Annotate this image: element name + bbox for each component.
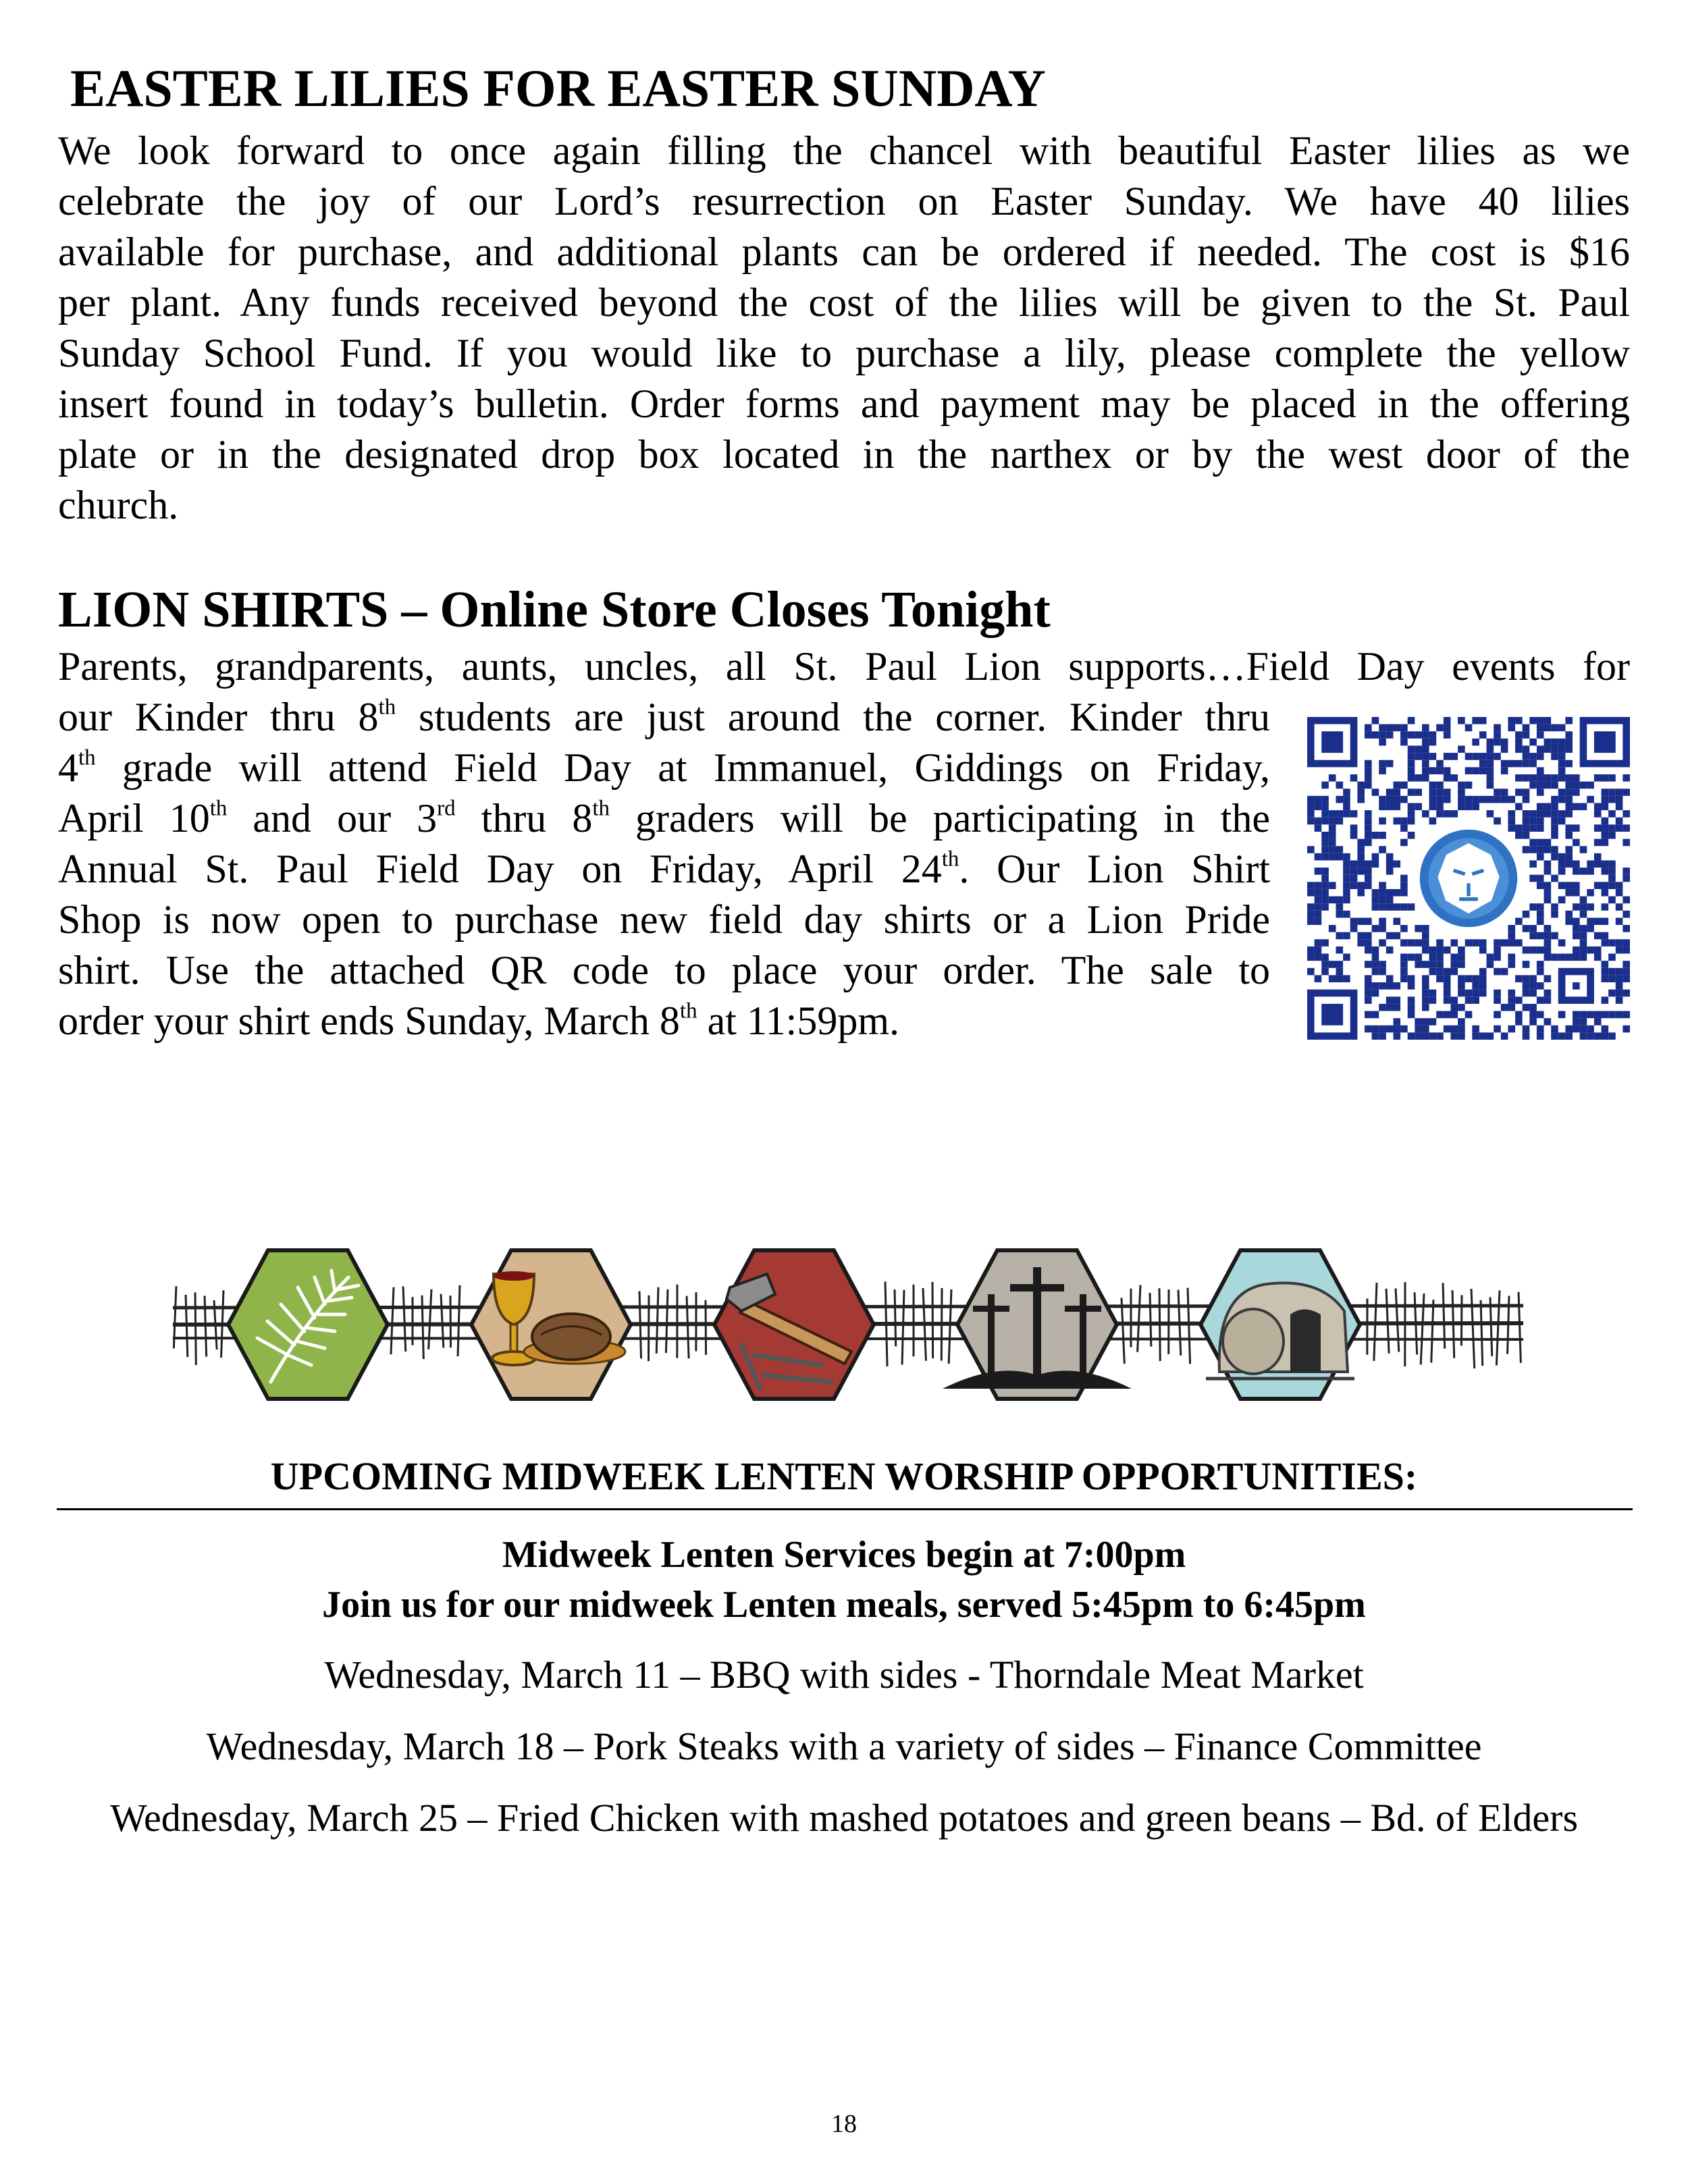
- divider-rule: [57, 1508, 1633, 1510]
- page-number: 18: [831, 2110, 857, 2138]
- thorn-stroke: [639, 1291, 641, 1359]
- thorn-stroke: [1374, 1283, 1377, 1361]
- thorn-stroke: [949, 1289, 951, 1364]
- paragraph-line: Sunday School Fund. If you would like to purchase a lily, please complete the yellow: [58, 331, 1630, 375]
- thorn-stroke: [186, 1295, 188, 1357]
- meal-schedule-item: Wednesday, March 25 – Fried Chicken with mashed potatoes and green beans – Bd. of Elders: [109, 1796, 1579, 1840]
- meals-time-line: Join us for our midweek Lenten meals, served 5:45pm to 6:45pm: [322, 1584, 1366, 1626]
- thorn-stroke: [1159, 1288, 1160, 1361]
- thorn-stroke: [450, 1296, 451, 1348]
- services-time-line: Midweek Lenten Services begin at 7:00pm: [502, 1534, 1186, 1576]
- thorn-stroke: [941, 1288, 942, 1361]
- paragraph-line: insert found in today’s bulletin. Order forms and payment may be placed in the offering: [58, 381, 1630, 426]
- paragraph-line: church.: [58, 483, 179, 527]
- paragraph-line: Shop is now open to purchase new field day shirts or a Lion Pride: [58, 897, 1270, 942]
- paragraph-line: We look forward to once again filling the chancel with beautiful Easter lilies as we: [58, 128, 1630, 173]
- thorn-stroke: [1178, 1290, 1181, 1356]
- thorn-stroke: [403, 1286, 406, 1352]
- paragraph-line: April 10th and our 3rd thru 8th graders will be participating in the: [58, 796, 1270, 841]
- lenten-heading: UPCOMING MIDWEEK LENTEN WORSHIP OPPORTUNITIES:: [270, 1454, 1418, 1498]
- thorn-stroke: [221, 1290, 223, 1358]
- thorn-stroke: [1415, 1292, 1417, 1354]
- thorn-stroke: [885, 1281, 887, 1366]
- thorn-stroke: [1431, 1300, 1433, 1362]
- paragraph-line: Annual St. Paul Field Day on Friday, April 24th. Our Lion Shirt: [58, 847, 1270, 891]
- thorn-stroke: [422, 1296, 423, 1359]
- paragraph-line: plate or in the designated drop box located in the narthex or by the west door of the: [58, 432, 1630, 477]
- thorn-stroke: [1496, 1290, 1500, 1365]
- thorn-stroke: [429, 1289, 431, 1350]
- thorn-stroke: [1471, 1289, 1475, 1368]
- paragraph-line: celebrate the joy of our Lord’s resurrection on Easter Sunday. We have 40 lilies: [58, 179, 1630, 223]
- paragraph-line: 4th grade will attend Field Day at Immanuel, Giddings on Friday,: [58, 745, 1270, 790]
- thorn-stroke: [932, 1282, 933, 1358]
- thorn-stroke: [441, 1294, 444, 1348]
- thorn-stroke: [195, 1292, 196, 1365]
- qr-code-icon[interactable]: [1307, 717, 1630, 1040]
- paragraph-line: available for purchase, and additional plants can be ordered if needed. The cost is $16: [58, 230, 1630, 274]
- thorn-stroke: [1150, 1293, 1151, 1347]
- thorn-stroke: [895, 1289, 896, 1346]
- thorn-stroke: [656, 1287, 658, 1354]
- paragraph-line: per plant. Any funds received beyond the cost of the lilies will be given to the St. Paul: [58, 280, 1630, 325]
- lenten-symbols-banner: [173, 1244, 1523, 1404]
- meal-schedule-item: Wednesday, March 11 – BBQ with sides - Thorndale Meat Market: [324, 1653, 1364, 1697]
- paragraph-line: shirt. Use the attached QR code to place your order. The sale to: [58, 948, 1270, 992]
- thorn-stroke: [1138, 1285, 1140, 1352]
- thorn-stroke: [391, 1287, 394, 1354]
- thorn-stroke: [648, 1296, 649, 1361]
- meal-schedule-item: Wednesday, March 18 – Pork Steaks with a variety of sides – Finance Committee: [206, 1724, 1482, 1768]
- thorn-stroke: [205, 1296, 207, 1356]
- thorn-stroke: [666, 1289, 668, 1353]
- thorn-stroke: [1461, 1295, 1462, 1346]
- paragraph-line: Parents, grandparents, aunts, uncles, all St. Paul Lion supports…Field Day events for: [58, 644, 1630, 689]
- thorn-stroke: [1481, 1300, 1483, 1366]
- thorn-stroke: [1452, 1290, 1454, 1358]
- easter-lilies-paragraph: [58, 126, 1630, 531]
- thorn-stroke: [458, 1285, 460, 1356]
- thorn-stroke: [1188, 1288, 1190, 1364]
- lion-logo-icon: [1413, 822, 1525, 934]
- lion-shirts-title: LION SHIRTS – Online Store Closes Tonight: [58, 581, 1051, 638]
- paragraph-line: our Kinder thru 8th students are just around the corner. Kinder thru: [58, 695, 1270, 739]
- thorn-stroke: [1519, 1292, 1521, 1363]
- thorn-stroke: [1396, 1288, 1399, 1352]
- easter-lilies-title: EASTER LILIES FOR EASTER SUNDAY: [70, 59, 1046, 117]
- thorn-stroke: [902, 1290, 904, 1365]
- thorn-stroke: [1386, 1289, 1389, 1354]
- paragraph-line: order your shirt ends Sunday, March 8th at 11:59pm.: [58, 998, 900, 1043]
